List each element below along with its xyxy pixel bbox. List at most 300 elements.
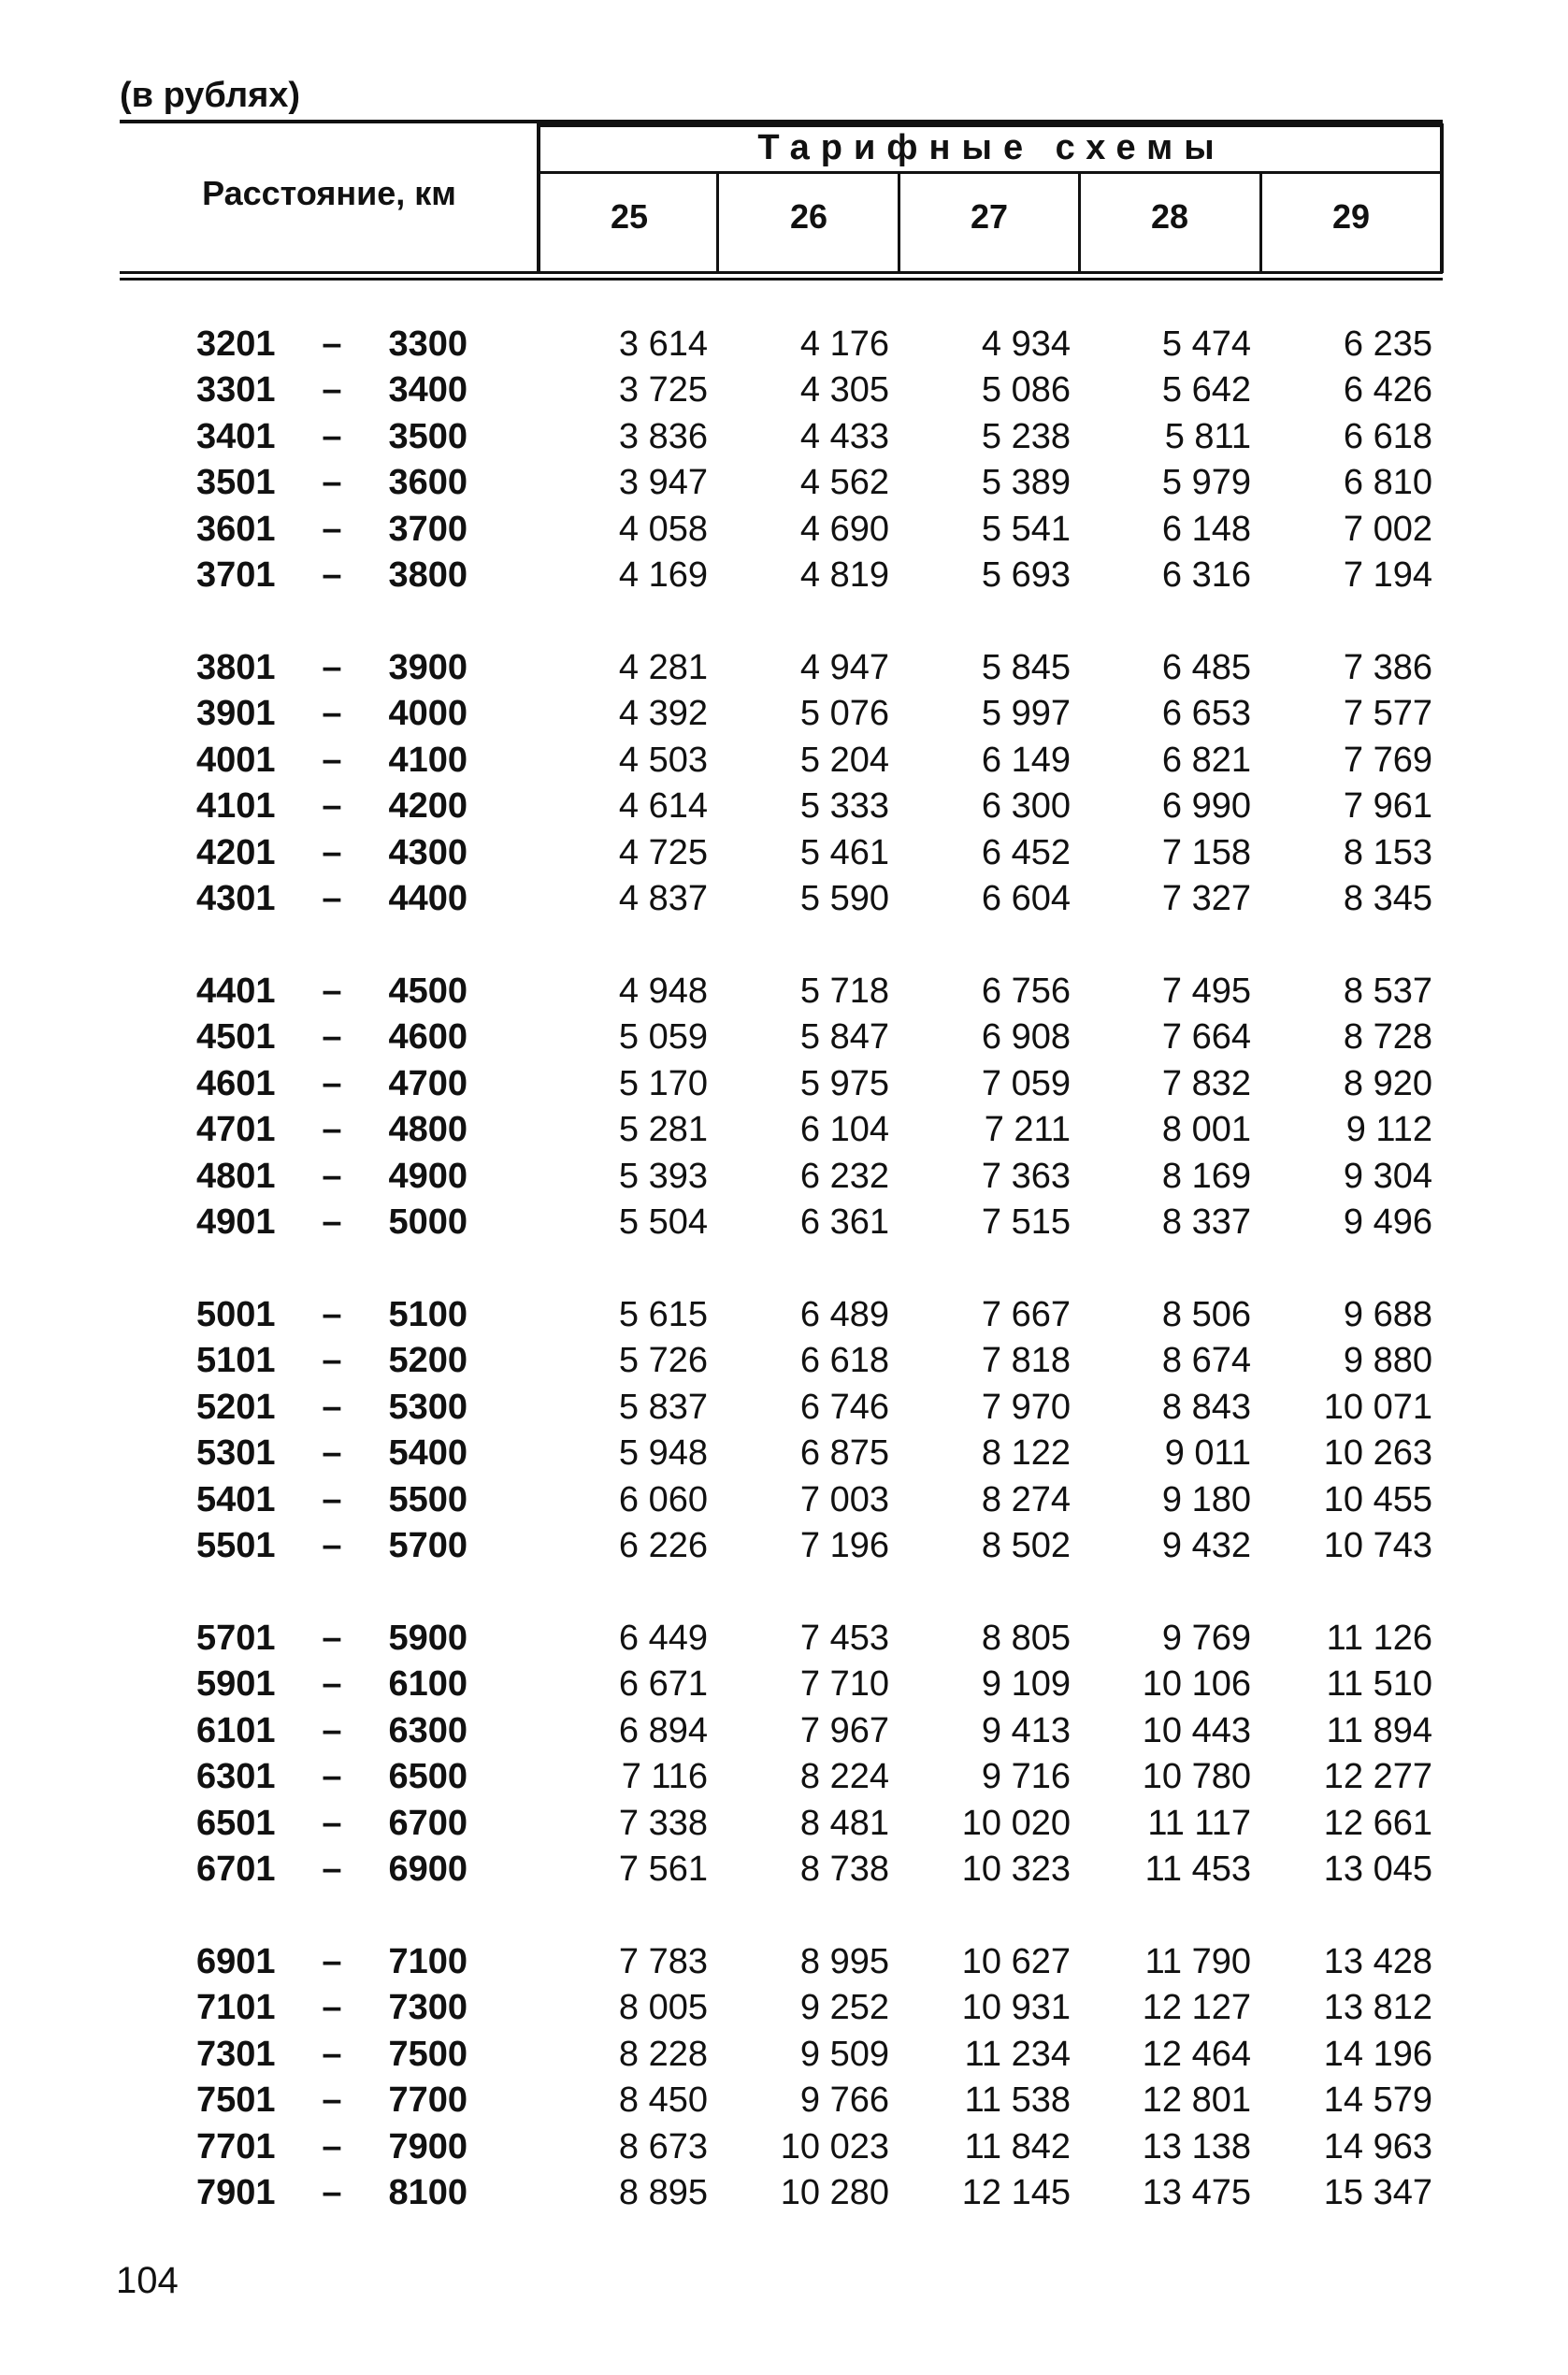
distance-from: 3301	[196, 370, 276, 410]
tariff-value-28: 6 316	[1161, 555, 1251, 595]
table-row	[0, 1014, 1568, 1060]
tariff-value-28: 5 642	[1161, 370, 1251, 410]
tariff-value-27: 6 908	[981, 1017, 1071, 1058]
range-dash: –	[322, 1017, 342, 1058]
range-dash: –	[322, 1988, 342, 2028]
distance-from: 3801	[196, 648, 276, 687]
distance-to: 4000	[388, 694, 468, 734]
distance-to: 5200	[388, 1341, 468, 1381]
tariff-value-29: 7 002	[1343, 509, 1432, 549]
tariff-value-25: 8 450	[618, 2080, 708, 2121]
distance-to: 3600	[388, 463, 468, 503]
table-row	[0, 737, 1568, 784]
tariff-value-26: 6 361	[799, 1202, 889, 1242]
tariff-value-29: 7 194	[1343, 555, 1432, 595]
distance-to: 3400	[388, 370, 468, 410]
tariff-value-29: 7 577	[1343, 694, 1432, 734]
tariff-value-27: 8 502	[981, 1526, 1071, 1565]
distance-to: 4600	[388, 1017, 468, 1058]
tariff-value-28: 6 821	[1161, 740, 1251, 780]
distance-range	[196, 1430, 468, 1476]
distance-from: 6101	[196, 1710, 276, 1750]
tariff-value-26: 10 280	[780, 2173, 889, 2212]
tariff-value-27: 9 413	[981, 1710, 1071, 1750]
tariff-value-28: 13 138	[1142, 2126, 1251, 2166]
distance-from: 6701	[196, 1850, 276, 1889]
tariff-value-25: 3 947	[618, 463, 708, 503]
table-row	[0, 875, 1568, 922]
tariff-value-28: 9 769	[1161, 1619, 1251, 1658]
tariff-value-29: 6 810	[1343, 463, 1432, 503]
tariff-value-29: 11 510	[1326, 1664, 1432, 1705]
distance-from: 4501	[196, 1017, 276, 1058]
tariff-value-27: 7 818	[981, 1341, 1071, 1381]
distance-to: 5300	[388, 1387, 468, 1427]
tariff-value-28: 7 495	[1161, 972, 1251, 1011]
tariff-value-28: 10 780	[1142, 1757, 1251, 1797]
table-row	[0, 367, 1568, 413]
distance-range	[196, 737, 468, 784]
distance-to: 7500	[388, 2034, 468, 2074]
range-dash: –	[322, 694, 342, 734]
tariff-value-27: 5 238	[981, 416, 1071, 456]
distance-from: 4901	[196, 1202, 276, 1242]
tariff-value-29: 10 071	[1323, 1387, 1432, 1427]
distance-from: 6501	[196, 1803, 276, 1843]
tariff-value-27: 7 515	[981, 1202, 1071, 1242]
distance-from: 4001	[196, 740, 276, 780]
distance-range	[196, 1476, 468, 1523]
range-dash: –	[322, 786, 342, 827]
tariff-value-27: 11 234	[964, 2034, 1071, 2074]
tariff-value-27: 7 059	[981, 1063, 1071, 1103]
distance-from: 3501	[196, 463, 276, 503]
range-dash: –	[322, 1202, 342, 1242]
tariff-value-26: 4 947	[799, 648, 889, 687]
range-dash: –	[322, 1664, 342, 1705]
distance-to: 4100	[388, 740, 468, 780]
distance-from: 5501	[196, 1526, 276, 1565]
unit-label: (в рублях)	[120, 76, 301, 115]
tariff-value-28: 13 475	[1142, 2173, 1251, 2212]
tariff-value-27: 9 109	[981, 1664, 1071, 1705]
distance-range	[196, 690, 468, 737]
tariff-value-29: 9 880	[1343, 1341, 1432, 1381]
tariff-value-29: 8 345	[1343, 879, 1432, 918]
tariff-value-26: 5 204	[799, 740, 889, 780]
tariff-value-27: 10 020	[961, 1803, 1071, 1843]
tariff-value-29: 14 963	[1323, 2126, 1432, 2166]
distance-range	[196, 321, 468, 367]
tariff-value-27: 7 363	[981, 1156, 1071, 1196]
distance-range	[196, 1060, 468, 1107]
table-row	[0, 413, 1568, 460]
tariff-value-28: 9 180	[1161, 1479, 1251, 1519]
distance-to: 5700	[388, 1526, 468, 1565]
tariff-value-25: 5 170	[618, 1063, 708, 1103]
table-row	[0, 2077, 1568, 2123]
distance-to: 3500	[388, 416, 468, 456]
table-row	[0, 1476, 1568, 1523]
distance-to: 6900	[388, 1850, 468, 1889]
range-dash: –	[322, 972, 342, 1011]
distance-from: 4101	[196, 786, 276, 827]
tariff-value-25: 6 671	[618, 1664, 708, 1705]
tariff-value-26: 7 453	[799, 1619, 889, 1658]
tariff-value-28: 6 990	[1161, 786, 1251, 827]
tariff-value-25: 8 673	[618, 2126, 708, 2166]
tariff-value-25: 4 281	[618, 648, 708, 687]
table-row	[0, 1106, 1568, 1153]
range-dash: –	[322, 1433, 342, 1474]
range-dash: –	[322, 2080, 342, 2121]
tariff-value-26: 9 252	[799, 1988, 889, 2028]
tariff-value-27: 10 627	[961, 1942, 1071, 1981]
tariff-value-29: 10 263	[1323, 1433, 1432, 1474]
tariff-value-27: 5 693	[981, 555, 1071, 595]
tariff-value-28: 7 832	[1161, 1063, 1251, 1103]
distance-header: Расстояние, км	[202, 174, 456, 212]
range-dash: –	[322, 463, 342, 503]
tariff-value-28: 12 801	[1142, 2080, 1251, 2121]
distance-from: 3701	[196, 555, 276, 595]
tariff-value-25: 5 393	[618, 1156, 708, 1196]
table-row	[0, 829, 1568, 876]
tariff-value-29: 9 112	[1345, 1110, 1432, 1150]
tariff-value-29: 11 126	[1326, 1619, 1432, 1658]
distance-to: 6500	[388, 1757, 468, 1797]
distance-from: 4301	[196, 879, 276, 918]
tariff-value-26: 7 710	[799, 1664, 889, 1705]
tariff-value-26: 7 003	[799, 1479, 889, 1519]
tariff-value-26: 6 104	[799, 1110, 889, 1150]
tariff-value-28: 8 506	[1161, 1295, 1251, 1334]
table-row	[0, 1337, 1568, 1384]
tariff-value-29: 6 235	[1343, 324, 1432, 364]
distance-range	[196, 1384, 468, 1431]
range-dash: –	[322, 2126, 342, 2166]
tariff-value-25: 4 725	[618, 832, 708, 872]
tariff-value-26: 6 232	[799, 1156, 889, 1196]
tariff-value-25: 6 060	[618, 1479, 708, 1519]
tariff-value-28: 8 674	[1161, 1341, 1251, 1381]
tariff-value-26: 6 618	[799, 1341, 889, 1381]
range-dash: –	[322, 1710, 342, 1750]
tariff-value-28: 12 464	[1142, 2034, 1251, 2074]
range-dash: –	[322, 832, 342, 872]
distance-from: 4801	[196, 1156, 276, 1196]
range-dash: –	[322, 1156, 342, 1196]
distance-range	[196, 1337, 468, 1384]
table-row	[0, 1661, 1568, 1707]
tariff-value-26: 5 718	[799, 972, 889, 1011]
table-row	[0, 552, 1568, 598]
tariff-value-25: 3 836	[618, 416, 708, 456]
range-dash: –	[322, 324, 342, 364]
distance-from: 5101	[196, 1341, 276, 1381]
tariff-value-29: 9 496	[1343, 1202, 1432, 1242]
tariff-value-29: 13 812	[1323, 1988, 1432, 2028]
distance-from: 5301	[196, 1433, 276, 1474]
distance-range	[196, 2123, 468, 2170]
tariff-value-26: 5 847	[799, 1017, 889, 1058]
tariff-value-27: 5 541	[981, 509, 1071, 549]
distance-range	[196, 1707, 468, 1754]
tariff-value-28: 11 117	[1147, 1803, 1251, 1843]
tariff-value-27: 8 122	[981, 1433, 1071, 1474]
tariff-value-25: 5 281	[618, 1110, 708, 1150]
tariff-value-26: 9 509	[799, 2034, 889, 2074]
distance-range	[196, 2077, 468, 2123]
distance-from: 5701	[196, 1619, 276, 1658]
range-dash: –	[322, 1295, 342, 1334]
tariff-value-26: 4 690	[799, 509, 889, 549]
distance-range	[196, 1199, 468, 1245]
tariff-value-29: 7 386	[1343, 648, 1432, 687]
tariff-value-29: 14 196	[1323, 2034, 1432, 2074]
tariff-value-27: 4 934	[981, 324, 1071, 364]
distance-to: 5100	[388, 1295, 468, 1334]
distance-range	[196, 968, 468, 1015]
distance-from: 4701	[196, 1110, 276, 1150]
tariff-value-29: 12 661	[1323, 1803, 1432, 1843]
tariff-value-29: 11 894	[1326, 1710, 1432, 1750]
tariff-value-26: 8 481	[799, 1803, 889, 1843]
tariff-value-29: 13 045	[1323, 1850, 1432, 1889]
distance-range	[196, 1661, 468, 1707]
tariff-value-26: 6 489	[799, 1295, 889, 1334]
distance-to: 4800	[388, 1110, 468, 1150]
tariff-value-26: 4 305	[799, 370, 889, 410]
tariff-value-27: 6 756	[981, 972, 1071, 1011]
table-row	[0, 2031, 1568, 2078]
distance-to: 7900	[388, 2126, 468, 2166]
range-dash: –	[322, 1850, 342, 1889]
tariff-value-27: 8 274	[981, 1479, 1071, 1519]
distance-from: 5401	[196, 1479, 276, 1519]
tariff-value-28: 6 653	[1161, 694, 1251, 734]
tariff-value-26: 4 819	[799, 555, 889, 595]
table-row	[0, 644, 1568, 691]
tariff-value-29: 12 277	[1323, 1757, 1432, 1797]
table-row	[0, 459, 1568, 506]
distance-range	[196, 875, 468, 922]
tariff-value-25: 4 503	[618, 740, 708, 780]
distance-from: 7901	[196, 2173, 276, 2212]
distance-from: 6901	[196, 1942, 276, 1981]
tariff-value-27: 6 149	[981, 740, 1071, 780]
tariff-value-29: 8 920	[1343, 1063, 1432, 1103]
tariff-value-28: 6 148	[1161, 509, 1251, 549]
tariff-value-25: 7 116	[621, 1757, 708, 1797]
range-dash: –	[322, 416, 342, 456]
table-row	[0, 2123, 1568, 2170]
distance-range	[196, 1938, 468, 1985]
tariff-value-28: 5 811	[1164, 416, 1251, 456]
tariff-value-27: 5 997	[981, 694, 1071, 734]
tariff-value-29: 8 153	[1343, 832, 1432, 872]
tariff-value-25: 4 837	[618, 879, 708, 918]
tariff-value-25: 4 169	[618, 555, 708, 595]
tariff-value-29: 14 579	[1323, 2080, 1432, 2121]
column-header-26: 26	[789, 197, 828, 236]
tariff-value-26: 9 766	[799, 2080, 889, 2121]
tariff-value-25: 6 894	[618, 1710, 708, 1750]
table-row	[0, 1291, 1568, 1338]
distance-from: 5201	[196, 1387, 276, 1427]
distance-from: 7301	[196, 2034, 276, 2074]
tariff-value-25: 5 615	[618, 1295, 708, 1334]
tariff-value-28: 8 337	[1161, 1202, 1251, 1242]
tariff-value-27: 12 145	[961, 2173, 1071, 2212]
tariff-value-27: 8 805	[981, 1619, 1071, 1658]
distance-range	[196, 552, 468, 598]
tariff-value-25: 3 725	[618, 370, 708, 410]
tariff-value-26: 4 176	[799, 324, 889, 364]
column-header-25: 25	[610, 197, 649, 236]
distance-to: 4900	[388, 1156, 468, 1196]
tariff-value-25: 4 392	[618, 694, 708, 734]
table-row	[0, 1938, 1568, 1985]
tariff-value-28: 11 790	[1144, 1942, 1251, 1981]
tariff-value-29: 10 743	[1323, 1526, 1432, 1565]
column-header-27: 27	[970, 197, 1009, 236]
tariff-value-26: 7 196	[799, 1526, 889, 1565]
distance-to: 7700	[388, 2080, 468, 2121]
column-header-28: 28	[1150, 197, 1189, 236]
range-dash: –	[322, 1942, 342, 1981]
range-dash: –	[322, 1110, 342, 1150]
distance-range	[196, 1984, 468, 2031]
table-row	[0, 1060, 1568, 1107]
distance-range	[196, 459, 468, 506]
distance-range	[196, 783, 468, 829]
tariff-value-27: 10 931	[961, 1988, 1071, 2028]
tariff-value-29: 8 537	[1343, 972, 1432, 1011]
tariff-value-25: 5 948	[618, 1433, 708, 1474]
tariff-value-25: 8 228	[618, 2034, 708, 2074]
tariff-value-26: 5 076	[799, 694, 889, 734]
tariff-value-25: 6 449	[618, 1619, 708, 1658]
distance-to: 8100	[388, 2173, 468, 2212]
distance-to: 4400	[388, 879, 468, 918]
range-dash: –	[322, 879, 342, 918]
range-dash: –	[322, 2173, 342, 2212]
tariff-value-26: 5 590	[799, 879, 889, 918]
table-row	[0, 1707, 1568, 1754]
tariff-value-28: 8 843	[1161, 1387, 1251, 1427]
tariff-value-28: 11 453	[1144, 1850, 1251, 1889]
distance-to: 3300	[388, 324, 468, 364]
tariff-value-26: 4 433	[799, 416, 889, 456]
distance-to: 4500	[388, 972, 468, 1011]
distance-range	[196, 1014, 468, 1060]
tariff-value-29: 8 728	[1343, 1017, 1432, 1058]
table-row	[0, 968, 1568, 1015]
distance-from: 3901	[196, 694, 276, 734]
table-row	[0, 1199, 1568, 1245]
range-dash: –	[322, 1341, 342, 1381]
tariff-value-26: 5 461	[799, 832, 889, 872]
range-dash: –	[322, 1387, 342, 1427]
distance-to: 4200	[388, 786, 468, 827]
table-row	[0, 1430, 1568, 1476]
table-row	[0, 1153, 1568, 1200]
tariff-value-25: 7 783	[618, 1942, 708, 1981]
table-row	[0, 1384, 1568, 1431]
tariff-value-25: 4 614	[618, 786, 708, 827]
distance-range	[196, 1153, 468, 1200]
table-row	[0, 1615, 1568, 1662]
tariff-value-28: 8 001	[1161, 1110, 1251, 1150]
tariff-value-27: 7 970	[981, 1387, 1071, 1427]
table-row	[0, 1984, 1568, 2031]
tariff-value-27: 5 086	[981, 370, 1071, 410]
distance-from: 4601	[196, 1063, 276, 1103]
tariff-value-26: 5 333	[799, 786, 889, 827]
distance-to: 3900	[388, 648, 468, 687]
distance-from: 6301	[196, 1757, 276, 1797]
tariff-value-25: 4 948	[618, 972, 708, 1011]
tariff-value-25: 5 726	[618, 1341, 708, 1381]
distance-from: 4201	[196, 832, 276, 872]
distance-from: 7101	[196, 1988, 276, 2028]
distance-to: 5500	[388, 1479, 468, 1519]
tariff-value-25: 8 005	[618, 1988, 708, 2028]
distance-from: 3201	[196, 324, 276, 364]
distance-range	[196, 413, 468, 460]
tariff-value-28: 10 106	[1142, 1664, 1251, 1705]
distance-range	[196, 1291, 468, 1338]
range-dash: –	[322, 1063, 342, 1103]
distance-to: 6100	[388, 1664, 468, 1705]
tariff-value-29: 9 688	[1343, 1295, 1432, 1334]
tariff-value-25: 7 561	[618, 1850, 708, 1889]
tariff-value-25: 5 059	[618, 1017, 708, 1058]
range-dash: –	[322, 370, 342, 410]
tariff-value-27: 6 452	[981, 832, 1071, 872]
distance-to: 3800	[388, 555, 468, 595]
tariff-value-26: 8 224	[799, 1757, 889, 1797]
distance-from: 5901	[196, 1664, 276, 1705]
tariff-value-27: 9 716	[981, 1757, 1071, 1797]
distance-to: 3700	[388, 509, 468, 549]
range-dash: –	[322, 1479, 342, 1519]
distance-to: 7300	[388, 1988, 468, 2028]
tariff-value-28: 7 327	[1161, 879, 1251, 918]
tariff-value-27: 7 211	[984, 1110, 1071, 1150]
tariff-value-28: 9 011	[1164, 1433, 1251, 1474]
distance-from: 3601	[196, 509, 276, 549]
distance-range	[196, 1846, 468, 1893]
distance-to: 5000	[388, 1202, 468, 1242]
distance-range	[196, 1800, 468, 1847]
range-dash: –	[322, 1526, 342, 1565]
schemes-divider-rule	[539, 171, 1443, 174]
tariff-value-28: 9 432	[1161, 1526, 1251, 1565]
tariff-value-29: 7 769	[1343, 740, 1432, 780]
tariff-value-28: 8 169	[1161, 1156, 1251, 1196]
distance-to: 4300	[388, 832, 468, 872]
distance-range	[196, 367, 468, 413]
page-number: 104	[116, 2260, 179, 2301]
tariff-value-25: 5 837	[618, 1387, 708, 1427]
range-dash: –	[322, 740, 342, 780]
tariff-value-25: 6 226	[618, 1526, 708, 1565]
distance-range	[196, 829, 468, 876]
table-row	[0, 690, 1568, 737]
range-dash: –	[322, 1757, 342, 1797]
